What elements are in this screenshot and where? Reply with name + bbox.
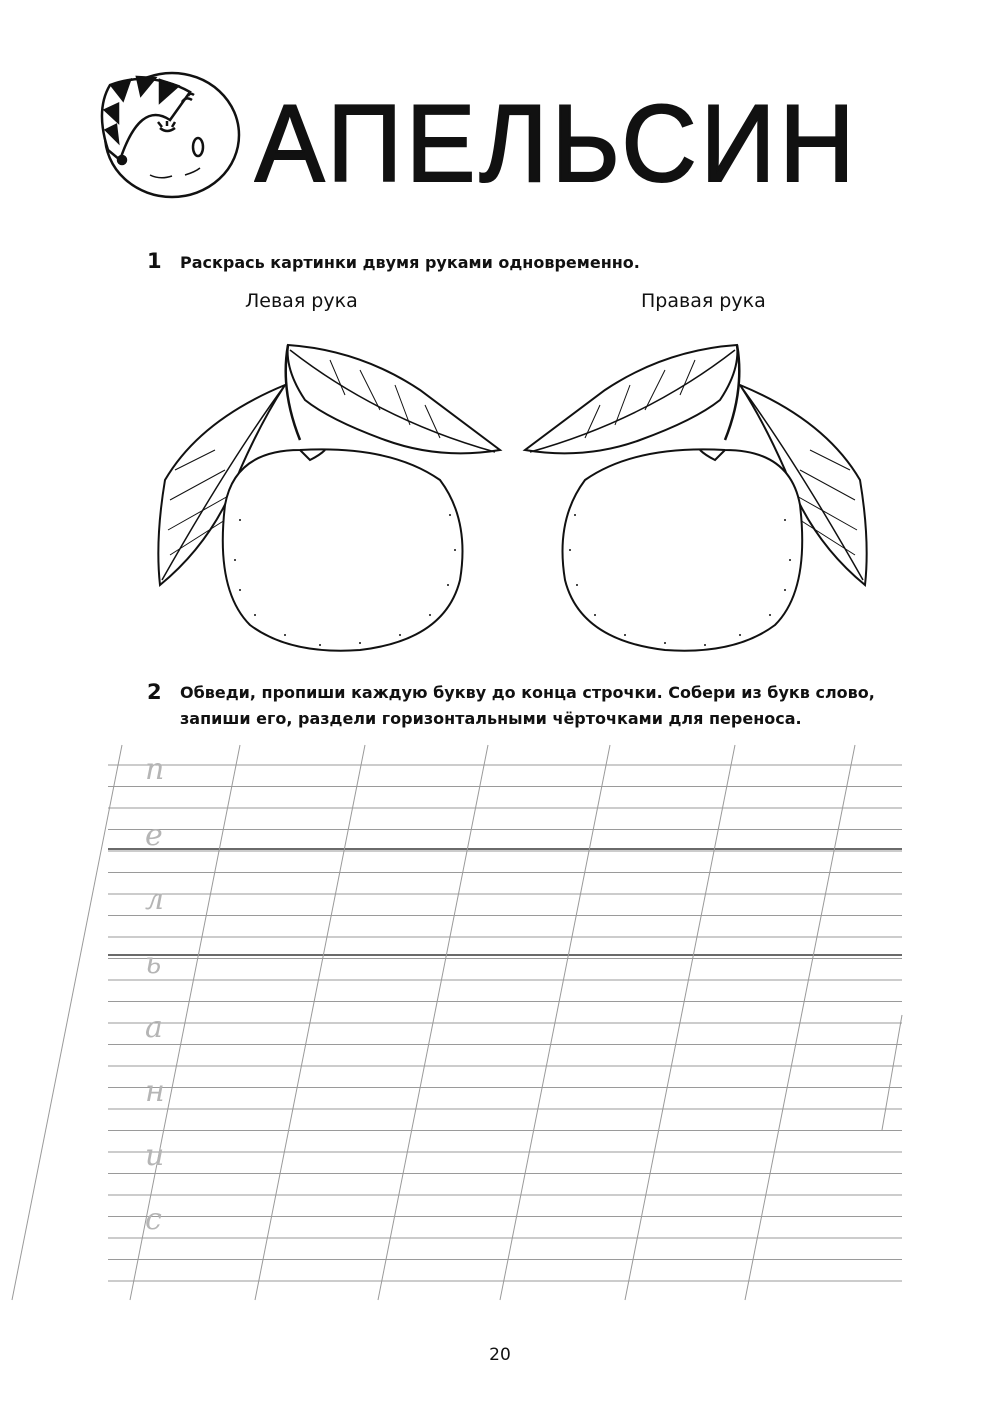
trace-letter: ь	[145, 946, 162, 981]
right-hand-label: Правая рука	[641, 290, 766, 312]
task-2-instruction-line-1: Обведи, пропиши каждую букву до конца строчки. Собери из букв слово,	[180, 683, 875, 702]
trace-letter: н	[145, 1074, 165, 1109]
task-1-number: 1	[147, 249, 162, 273]
trace-letter: и	[145, 1138, 165, 1173]
trace-letter: с	[145, 1202, 162, 1237]
task-1-instruction: Раскрась картинки двумя руками одновременно.	[180, 253, 640, 272]
trace-letter: п	[145, 752, 165, 787]
page-number: 20	[489, 1345, 511, 1365]
slant-guide-line	[12, 745, 122, 1300]
trace-letter: а	[145, 1010, 163, 1045]
task-2-number: 2	[147, 680, 162, 704]
trace-letter: е	[145, 818, 163, 853]
left-hand-label: Левая рука	[245, 290, 358, 312]
trace-letter: л	[145, 882, 165, 917]
task-2-instruction-line-2: запиши его, раздели горизонтальными чёрточками для переноса.	[180, 709, 802, 728]
slant-guide-line	[882, 1015, 902, 1130]
page-title: АПЕЛЬСИН	[255, 83, 859, 205]
